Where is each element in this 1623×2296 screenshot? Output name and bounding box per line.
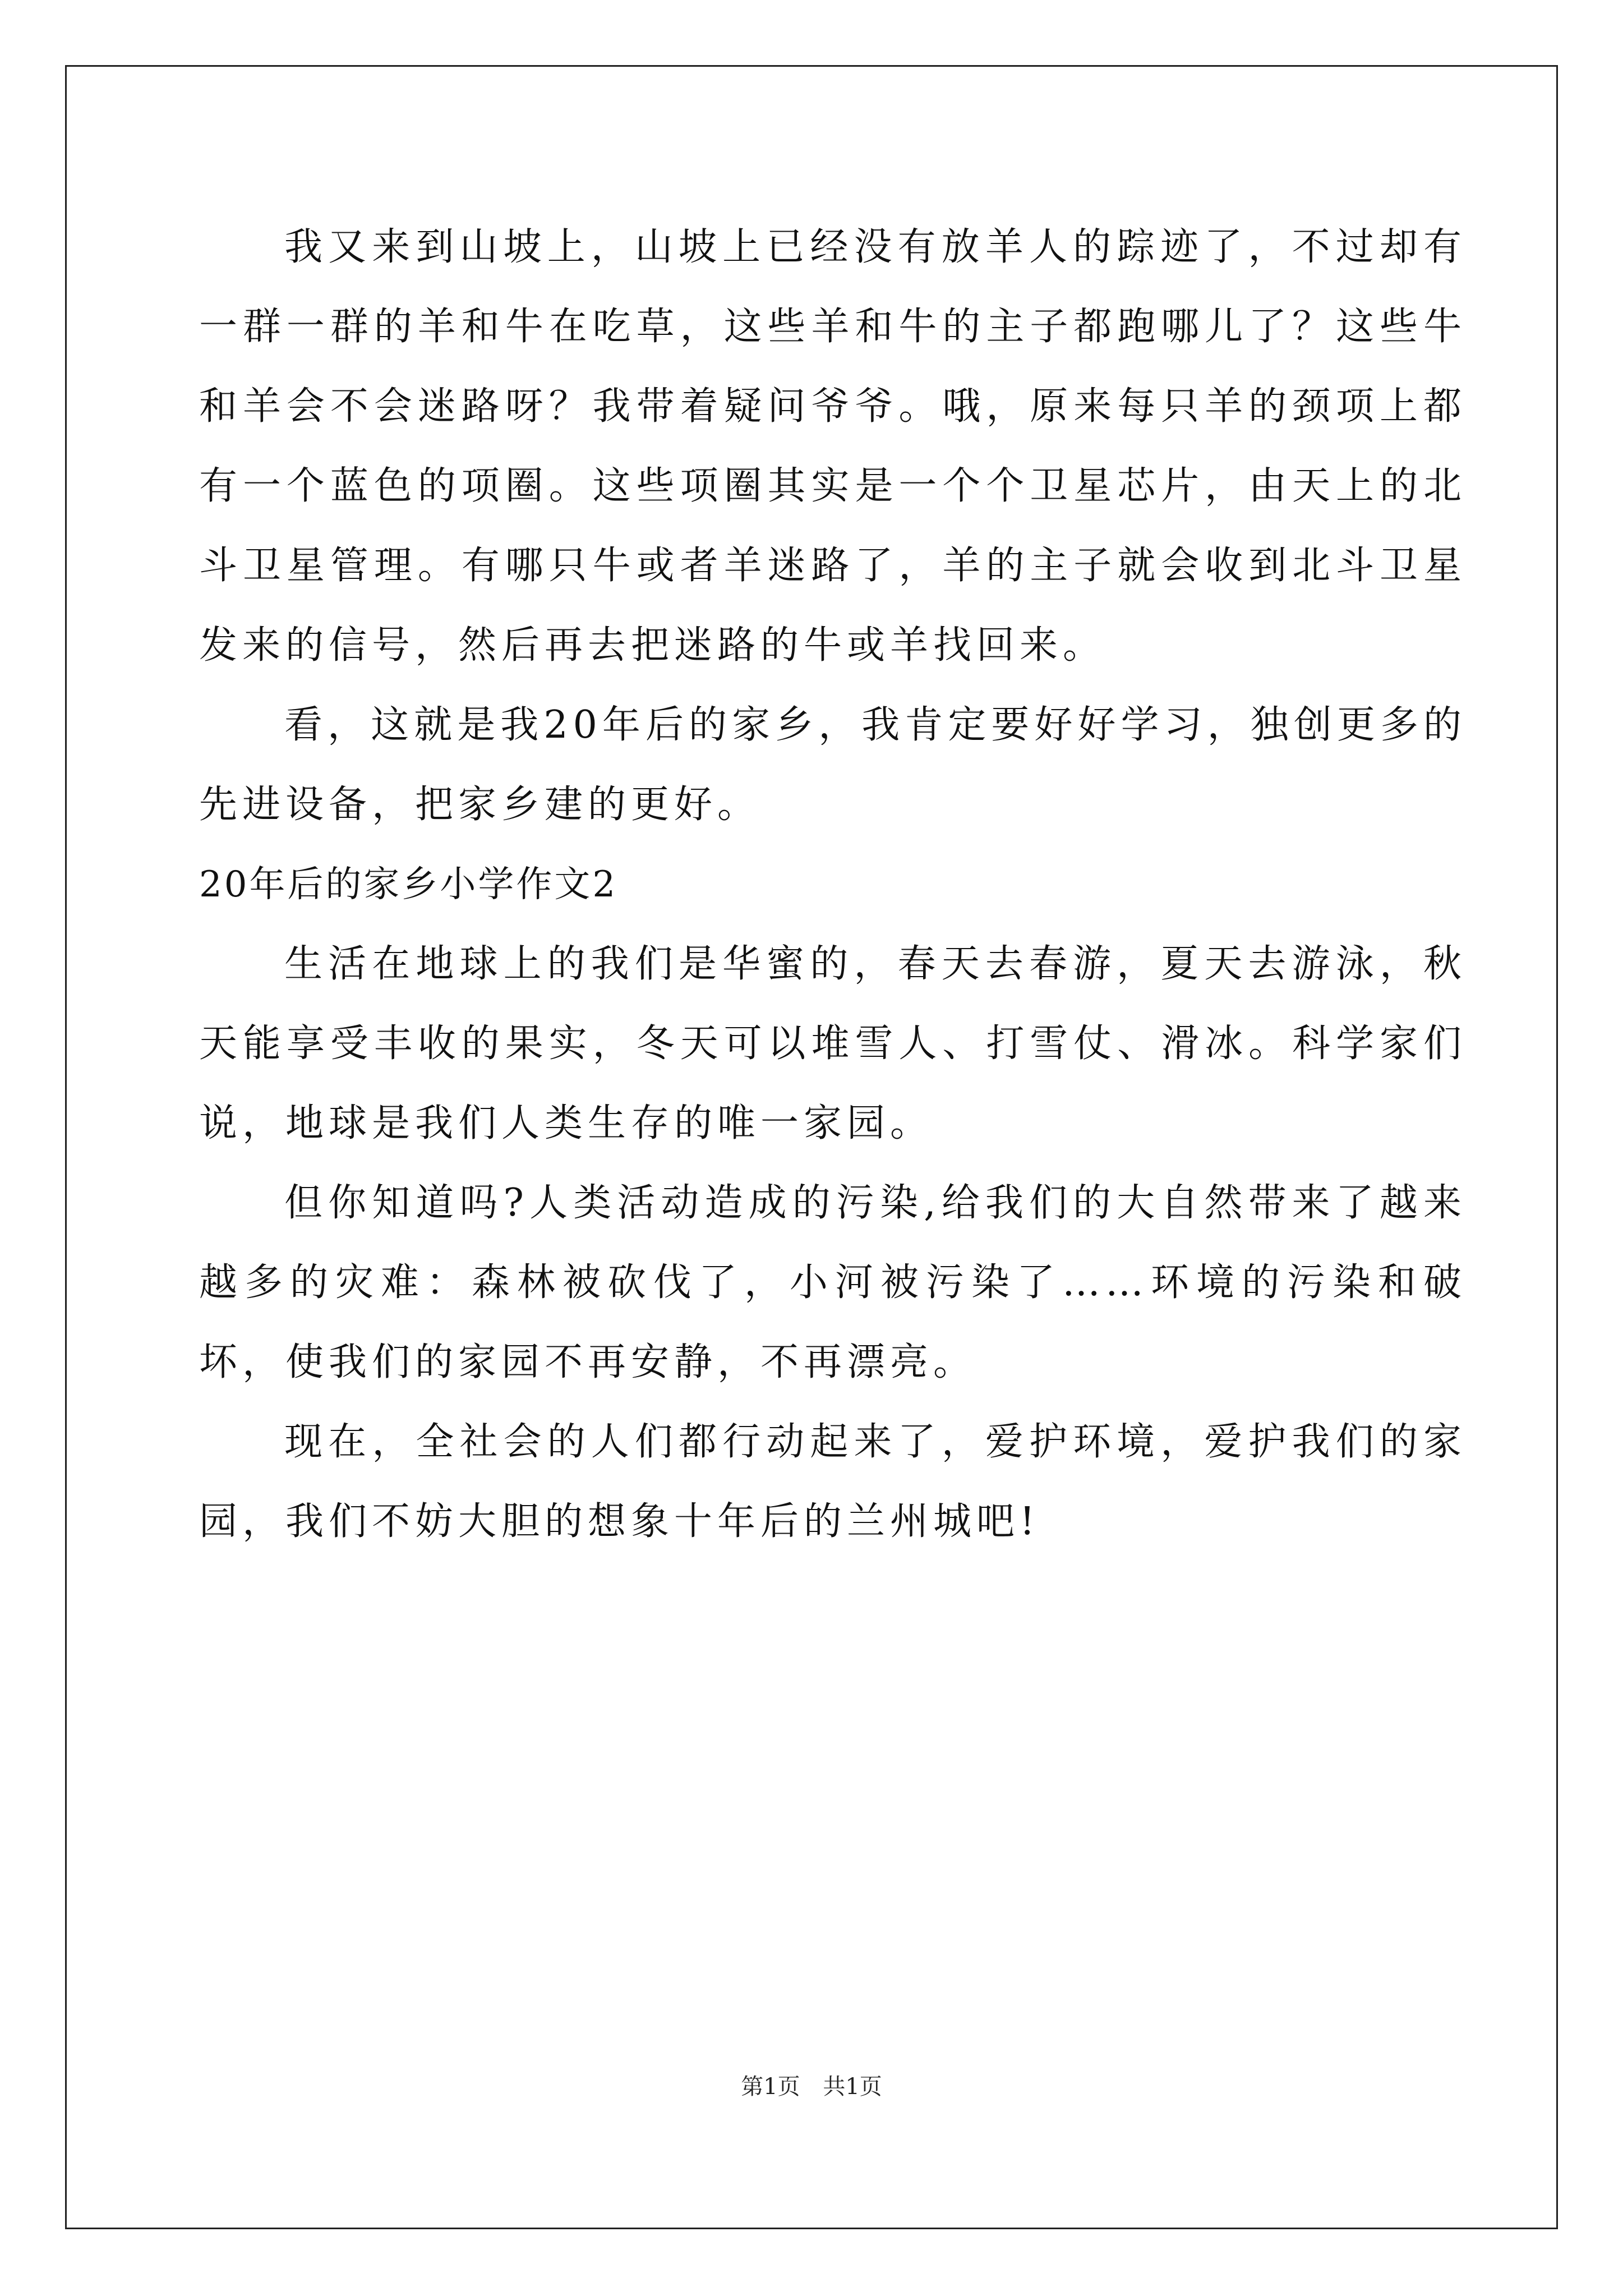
page-footer [0,2070,1623,2104]
paragraph-pollution: 但你知道吗?人类活动造成的污染,给我们的大自然带来了越来越多的灾难：森林被砍伐了，小河被污染了……环境的污染和破坏，使我们的家园不再安静，不再漂亮。 [199,1181,1467,1384]
page-number-current: 第1页 [741,2074,800,2100]
paragraph-life-on-earth: 生活在地球上的我们是华蜜的，春天去春游，夏天去游泳，秋天能享受丰收的果实，冬天可以堆雪人、打雪仗、滑冰。科学家们说，地球是我们人类生存的唯一家园。 [199,942,1467,1145]
paragraph-hometown-20-years: 看，这就是我20年后的家乡，我肯定要好好学习，独创更多的先进设备，把家乡建的更好。 [199,703,1467,827]
paragraph-imagine-lanzhou: 现在，全社会的人们都行动起来了，爱护环境，爱护我们的家园，我们不妨大胆的想象十年后的兰州城吧! [199,1420,1467,1544]
paragraph-sheep-collars: 我又来到山坡上，山坡上已经没有放羊人的踪迹了，不过却有一群一群的羊和牛在吃草，这些羊和牛的主子都跑哪儿了？这些牛和羊会不会迷路呀？我带着疑问爷爷。哦，原来每只羊的颈项上都有一个蓝色的项圈。这些项圈其实是一个个卫星芯片，由天上的北斗卫星管理。有哪只牛或者羊迷路了，羊的主子就会收到北斗卫星发来的信号，然后再去把迷路的牛或羊找回来。 [199,225,1467,668]
page-number-total: 共1页 [823,2074,882,2100]
document-body [199,208,1467,1562]
essay-heading: 20年后的家乡小学作文2 [199,864,618,905]
